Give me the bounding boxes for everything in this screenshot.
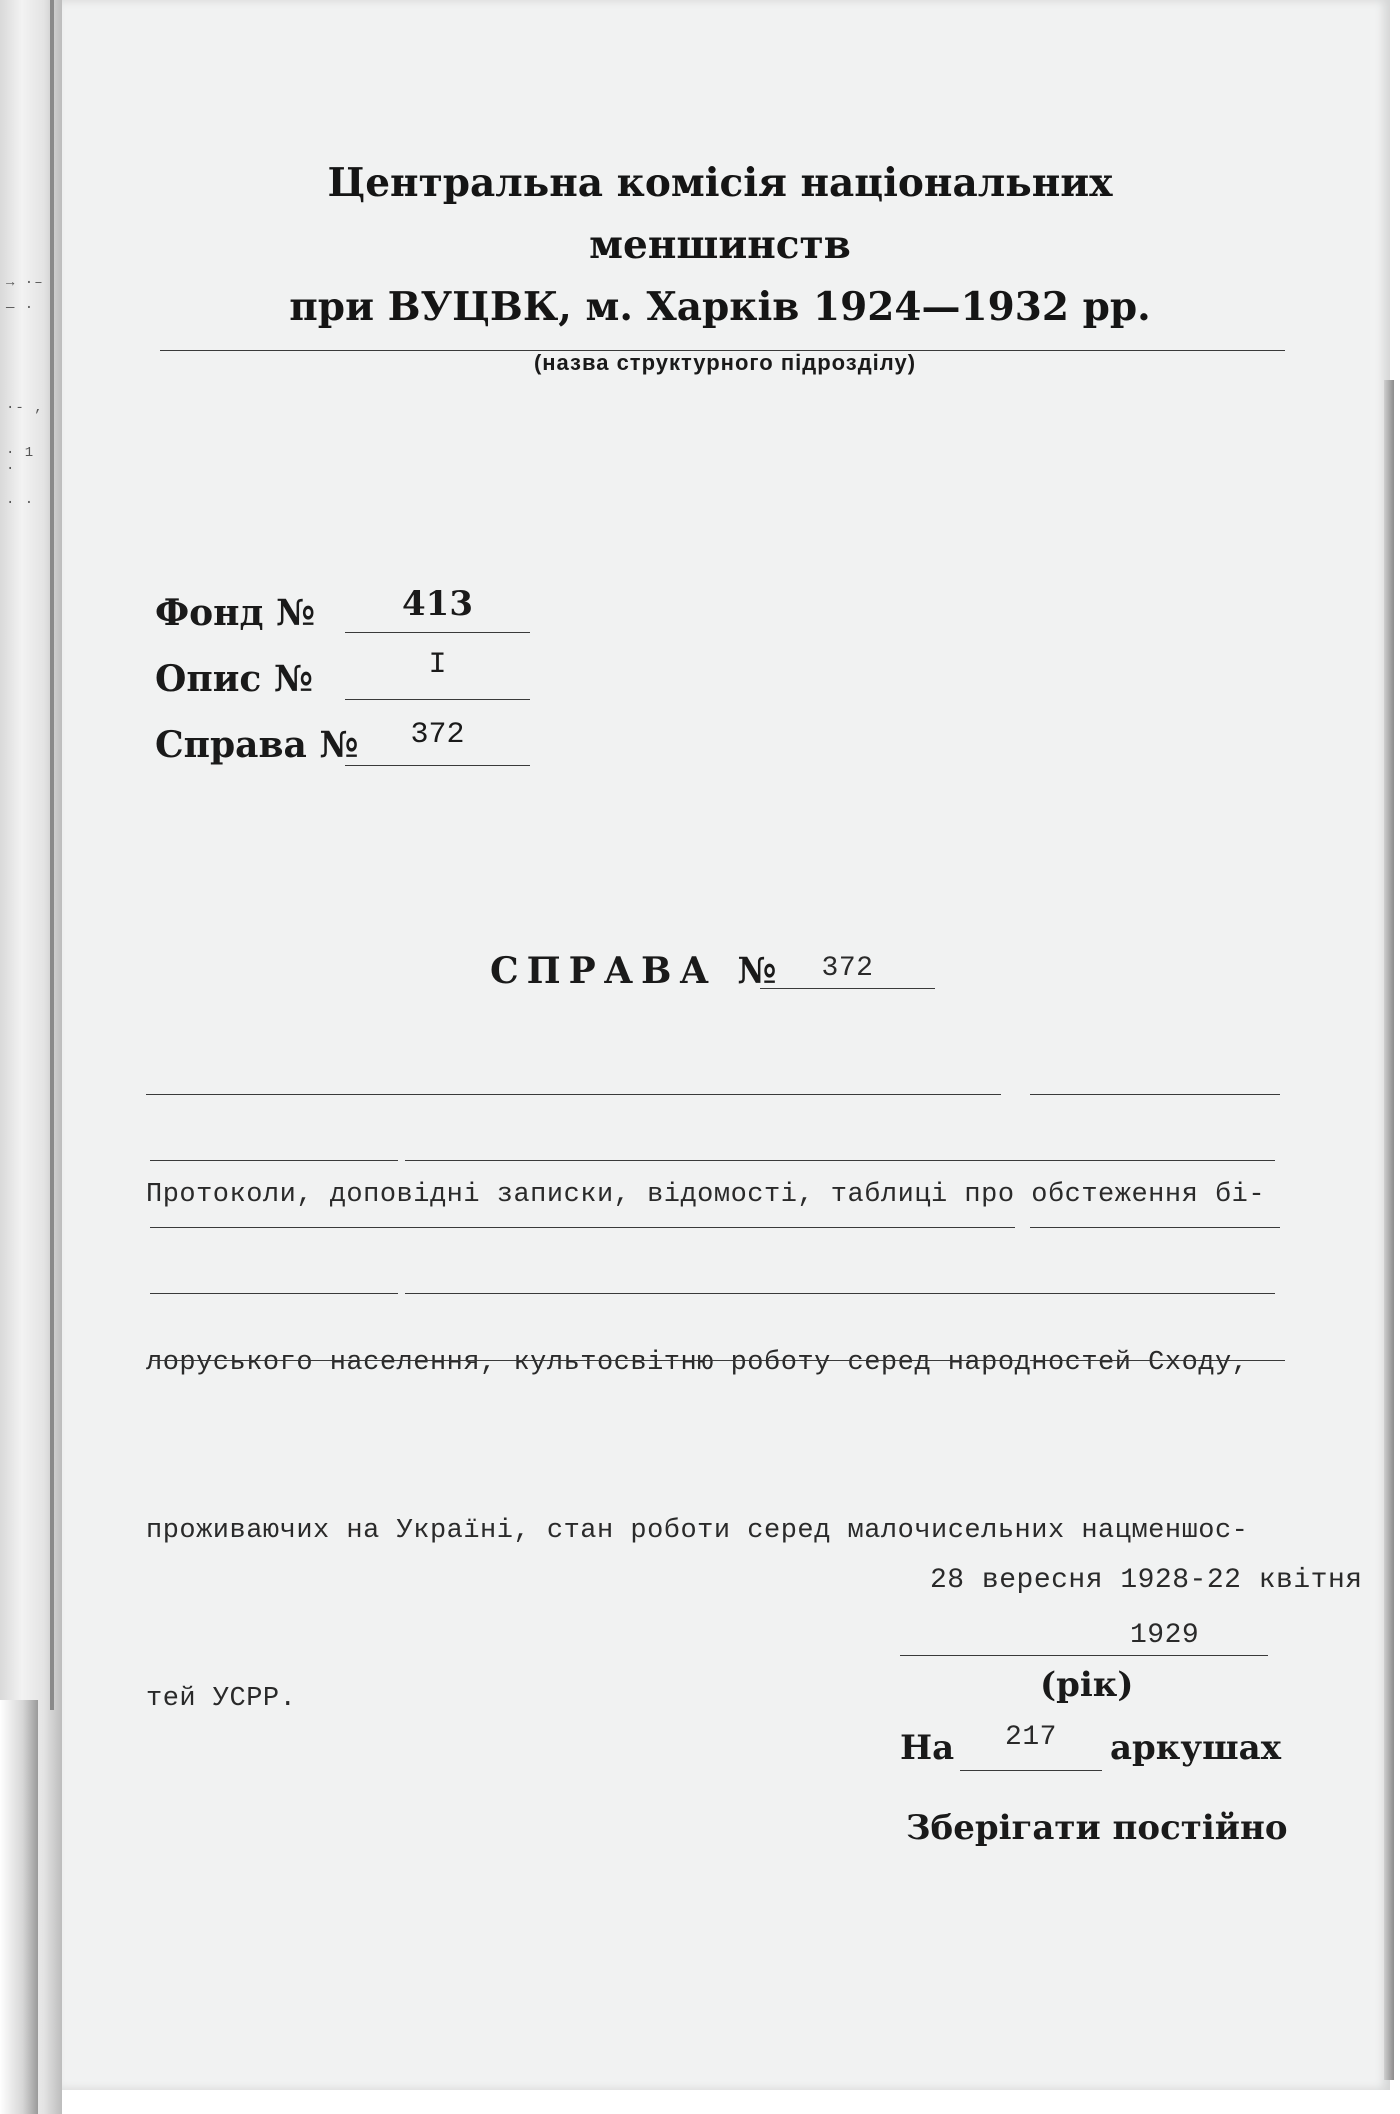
description-line: тей УСРР. xyxy=(146,1684,297,1714)
fond-underline xyxy=(345,632,530,633)
sprava-underline xyxy=(345,765,530,766)
date-range: 28 вересня 1928-22 квітня xyxy=(930,1565,1363,1596)
organization-title xyxy=(200,152,1240,338)
date-year: 1929 xyxy=(1130,1620,1200,1651)
description-line: лоруського населення, культосвітню роботу серед народностей Сходу, xyxy=(146,1348,1249,1378)
sheet-right-edge xyxy=(1384,380,1394,2080)
description-line: Протоколи, доповідні записки, відомості, таблиці про обстеження бі- xyxy=(146,1180,1266,1210)
binding-lower-edge xyxy=(0,1700,38,2114)
sprava-label: Справа № xyxy=(155,724,359,766)
description-line: проживаючих на Україні, стан роботи серед малочисельних нацменшос- xyxy=(146,1516,1249,1546)
fond-label: Фонд № xyxy=(155,592,316,634)
sheets-prefix: На xyxy=(900,1728,955,1768)
description-rule xyxy=(1030,1227,1280,1228)
sheets-suffix: аркушах xyxy=(1110,1728,1281,1768)
description-rule xyxy=(405,1293,1275,1294)
description-rule xyxy=(150,1160,398,1161)
sprava-value: 372 xyxy=(410,718,465,752)
opys-value: I xyxy=(428,648,447,682)
case-description xyxy=(146,1055,1366,1783)
structural-unit-caption: (назва структурного підрозділу) xyxy=(533,350,917,375)
organization-title-line1: Центральна комісія національних меншинств xyxy=(327,160,1113,268)
description-rule xyxy=(150,1360,1020,1361)
case-number-underline xyxy=(760,988,935,989)
year-label: (рік) xyxy=(1040,1665,1134,1705)
case-title: СПРАВА № xyxy=(490,950,785,992)
fond-value: 413 xyxy=(402,584,473,624)
margin-note: — · xyxy=(6,300,35,316)
description-rule xyxy=(150,1227,1015,1228)
description-rule xyxy=(150,1293,398,1294)
organization-title-line2: при ВУЦВК, м. Харків 1924—1932 рр. xyxy=(289,284,1151,330)
opys-label: Опис № xyxy=(155,658,313,700)
description-rule xyxy=(146,1094,1001,1095)
description-rule xyxy=(405,1160,1275,1161)
margin-note: · · xyxy=(6,495,35,511)
margin-note: → ·– xyxy=(6,275,44,291)
margin-note: ·- , xyxy=(6,400,44,416)
case-number: 372 xyxy=(821,953,874,984)
storage-term: Зберігати постійно xyxy=(906,1808,1288,1848)
year-underline xyxy=(900,1655,1268,1656)
sheets-count: 217 xyxy=(1005,1722,1057,1753)
sheets-underline xyxy=(960,1770,1102,1771)
opys-underline xyxy=(345,699,530,700)
margin-note: · 1 · xyxy=(6,445,35,477)
description-rule xyxy=(1030,1360,1285,1361)
description-rule xyxy=(1030,1094,1280,1095)
